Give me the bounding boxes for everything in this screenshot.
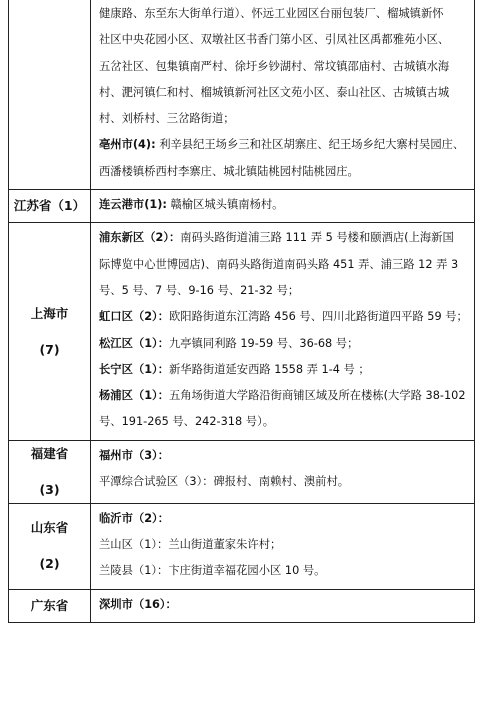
area-text: 号、191-265 号、242-318 号）。 [99,415,275,429]
area-text: 利辛县纪王场乡三和社区胡寨庄、纪王场乡纪大寨村吴园庄、 [155,138,465,152]
province-cell [9,190,91,223]
province-name: 广东省 [30,597,69,613]
province-name: 江苏省（1） [13,198,86,214]
area-text: 赣榆区城头镇南杨村。 [166,198,284,212]
city-heading: 杨浦区（1）： [99,389,169,403]
province-count: (7) [39,341,60,357]
table-row [9,190,475,223]
area-text: 五岔社区、包集镇南严村、徐圩乡钞湖村、常坟镇邵庙村、古城镇水海 [99,59,450,73]
province-cell [9,0,91,190]
text-line [99,443,468,469]
area-text: 欧阳路街道东江湾路 456 号、四川北路街道四平路 59 号； [169,310,468,324]
table-row [9,589,475,622]
text-line [99,532,468,558]
text-line [99,558,468,584]
areas-cell [91,440,475,503]
areas-cell [91,0,475,190]
table-row [9,440,475,503]
areas-cell [91,503,475,589]
text-line [99,409,468,435]
text-line [99,304,468,330]
text-line [99,506,468,532]
areas-cell [91,589,475,622]
area-text: 新华路街道延安西路 1558 弄 1-4 号 ； [169,362,370,376]
area-text: 社区中央花园小区、双墩社区书香门第小区、引凤社区禹都雅苑小区、 [99,33,450,47]
city-heading: 虹口区（2）： [99,310,169,324]
table-row [9,223,475,440]
area-text: 平潭综合试验区（3）：碑报村、南赖村、澳前村。 [99,475,350,489]
area-text: 西潘楼镇桥西村李寨庄、城北镇陆桃园村陆桃园庄。 [99,164,359,178]
text-line [99,469,468,495]
city-heading: 浦东新区（2）： [99,231,181,245]
text-line [99,225,468,251]
areas-cell [91,190,475,223]
text-line [99,252,468,278]
city-heading: 松江区（1）： [99,336,169,350]
province-name: 上海市 [30,305,69,321]
table-row [9,0,475,190]
province-cell [9,503,91,589]
area-text: 南码头路街道浦三路 111 弄 5 号楼和颐酒店(上海新国 [180,231,454,245]
text-line [99,159,468,185]
city-heading: 长宁区（1）： [99,362,169,376]
area-text: 健康路、东至东大街单行道）、怀远工业园区台丽包装厂、榴城镇新怀 [99,7,444,20]
city-heading: 福州市（3）： [99,448,169,462]
text-line [99,192,468,218]
province-count: (3) [39,481,60,497]
area-text: 村、刘桥村、三岔路街道； [99,112,235,126]
city-heading: 亳州市(4): [99,138,156,152]
area-text: 五角场街道大学路沿街商铺区域及所在楼栋(大学路 38-102 [169,389,466,403]
text-line [99,27,468,53]
province-name: 福建省 [30,445,69,461]
area-text: 村、淝河镇仁和村、榴城镇新河社区文苑小区、泰山社区、古城镇古城 [99,85,450,99]
text-line [99,592,468,618]
city-heading: 临沂市（2）： [99,511,169,525]
area-text: 号、5 号、7 号、9-16 号、21-32 号； [99,283,300,297]
risk-area-table [8,0,475,623]
province-name: 山东省 [30,520,69,536]
province-cell [9,223,91,440]
text-line [99,357,468,383]
text-line [99,278,468,304]
table-row [9,503,475,589]
province-cell [9,440,91,503]
province-count: (2) [39,556,60,572]
text-line [99,331,468,357]
text-line [99,1,468,27]
area-text: 兰陵县（1）：卞庄街道幸福花园小区 10 号。 [99,564,326,578]
area-text: 际博览中心世博园店)、南码头路街道南码头路 451 弄、浦三路 12 弄 3 [99,257,459,271]
city-heading: 连云港市(1): [99,198,167,212]
text-line [99,54,468,80]
city-heading: 深圳市（16）： [99,597,177,611]
text-line [99,132,468,158]
area-text: 兰山区（1）：兰山街道董家朱许村； [99,538,282,552]
text-line [99,106,468,132]
area-text: 九亭镇同利路 19-59 号、36-68 号； [169,336,359,350]
table-body [9,0,475,622]
text-line [99,383,468,409]
province-cell [9,589,91,622]
areas-cell [91,223,475,440]
text-line [99,80,468,106]
